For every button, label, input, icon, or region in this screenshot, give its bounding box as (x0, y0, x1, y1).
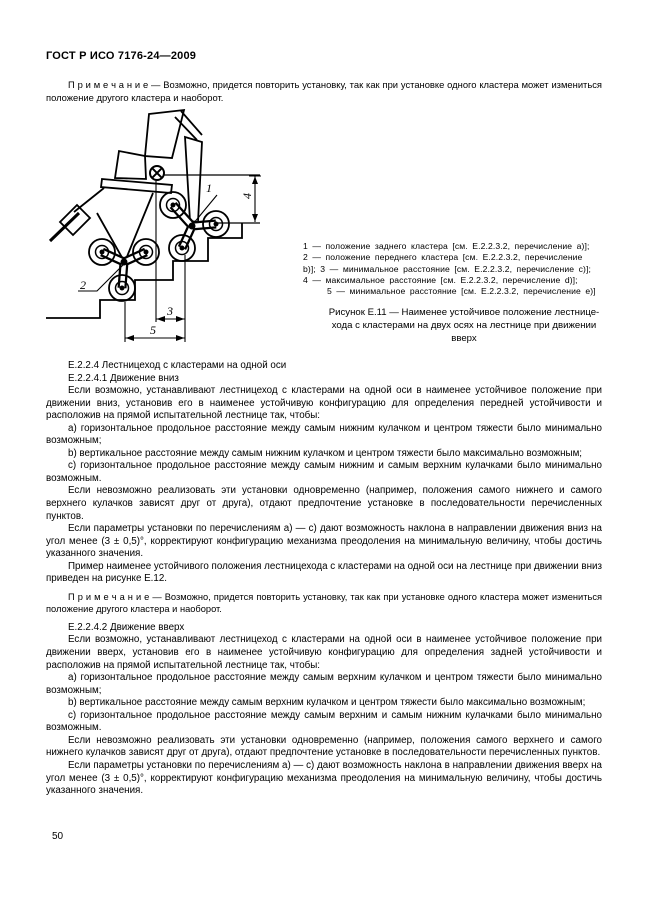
caption-line: Рисунок Е.11 — Наименее устойчивое положение лестнице- (328, 307, 600, 318)
cluster-front (89, 239, 159, 301)
list-item: с) горизонтальное продольное расстояние между самым нижним и самым верхним кулачками было минимально возможным. (46, 460, 602, 484)
legend-line: 1 — положение заднего кластера [см. Е.2.2.3.2, перечисление а)]; (303, 241, 590, 251)
caption-line: вверх (451, 333, 477, 345)
dimension-3 (156, 304, 185, 322)
dimension-5 (125, 323, 185, 341)
paragraph: Пример наименее устойчивого положения лестницехода с кластерами на одной оси на лестнице при движении вниз приведен на рисунке Е.12. (46, 560, 602, 585)
legend-line: 4 — максимальное расстояние [см. Е.2.2.3.2, перечисление d)]; (303, 274, 578, 285)
section-heading: Е.2.2.4 Лестницеход с кластерами на одной оси (68, 360, 287, 371)
paragraph: Если параметры установки по перечислениям а) — с) дают возможность наклона в направлении движения вверх на угол менее (3 ± 0,5)°, корректируют конфигурацию механизма преодоления на минимальную величину, чтобы достичь указанного значения. (46, 759, 602, 797)
dim-label-5: 5 (150, 323, 156, 337)
page-number: 50 (52, 831, 64, 842)
section-heading: Е.2.2.4.1 Движение вниз (68, 372, 179, 384)
list-item: b) вертикальное расстояние между самым нижним кулачком и центром тяжести было максимально возможным; (68, 447, 583, 459)
paragraph: Если возможно, устанавливают лестницеход с кластерами на одной оси в наименее устойчивое положение при движении вниз, установив его в наименее устойчивую конфигурацию для определения передней устойчивости и расположив на прямой испытательной лестнице так, чтобы: (46, 385, 602, 422)
caption-line: хода с кластерами на двух осях на лестнице при движении (331, 320, 597, 332)
stairs (46, 223, 260, 318)
section-heading: Е.2.2.4.2 Движение вверх (68, 621, 185, 633)
footrest (60, 205, 90, 235)
cluster-rear (160, 192, 229, 261)
leader-label-2 (78, 264, 124, 292)
dim-label-4: 4 (240, 193, 254, 199)
center-of-gravity-icon (150, 166, 164, 180)
figure-legend (303, 241, 637, 297)
dimension-4 (240, 176, 261, 222)
list-item: а) горизонтальное продольное расстояние между самым нижним кулачком и центром тяжести было минимально возможным; (46, 422, 602, 447)
legend-line: 2 — положение переднего кластера [см. Е.2.2.3.2, перечисление (303, 252, 583, 263)
part-label-1: 1 (206, 181, 212, 195)
paragraph: Если возможно, устанавливают лестницеход с кластерами на одной оси в наименее устойчивое положение при движении вверх, установив его в наименее устойчивую конфигурацию для определения задней устойчивости и расположив на прямой испытательной лестнице так, чтобы: (46, 634, 602, 671)
dim-label-3: 3 (167, 304, 173, 318)
legend-line: b)]; 3 — минимальное расстояние [см. Е.2.2.3.2, перечисление с)]; (303, 263, 591, 274)
list-item: с) горизонтальное продольное расстояние между самым верхним и самым нижним кулачками было минимально возможным. (46, 709, 602, 734)
document-title: ГОСТ Р ИСО 7176-24—2009 (46, 50, 197, 62)
wheelchair-outline (50, 110, 202, 261)
figure-e11-drawing (38, 104, 273, 350)
list-item: а) горизонтальное продольное расстояние между самым верхним кулачком и центром тяжести было минимально возможным; (46, 672, 602, 696)
list-item: b) вертикальное расстояние между самым верхним кулачком и центром тяжести было максимально возможным; (68, 697, 586, 709)
legend-line: 5 — минимальное расстояние [см. Е.2.2.3.2, перечисление е)] (327, 286, 596, 297)
paragraph: Если параметры установки по перечислениям а) — с) дают возможность наклона в направлении движения вниз на угол менее (3 ± 0,5)°, корректируют конфигурацию механизма преодоления на минимальную величину, чтобы достичь указанного значения. (46, 523, 602, 560)
figure-caption (299, 306, 629, 346)
note-paragraph-top: П р и м е ч а н и е — Возможно, придется повторить установку, так как при установке одного кластера может измениться положение другого кластера и наоборот. (46, 79, 602, 103)
paragraph: Если невозможно реализовать эти установки одновременно (например, положения самого верхнего и самого нижнего кулачков зависят друг от друга), отдают предпочтение установке в последовательности перечисленных пунктов. (46, 734, 602, 759)
paragraph: Если невозможно реализовать эти установки одновременно (например, положения самого нижнего и самого верхнего кулачков зависят друг от друга), отдают предпочтение установке в последовательности перечисленных пунктов. (46, 485, 602, 522)
part-label-2: 2 (80, 278, 86, 292)
body-text (46, 360, 602, 798)
note-paragraph: П р и м е ч а н и е — Возможно, придется повторить установку, так как при установке одного кластера может измениться положение другого кластера и наоборот. (46, 591, 602, 615)
